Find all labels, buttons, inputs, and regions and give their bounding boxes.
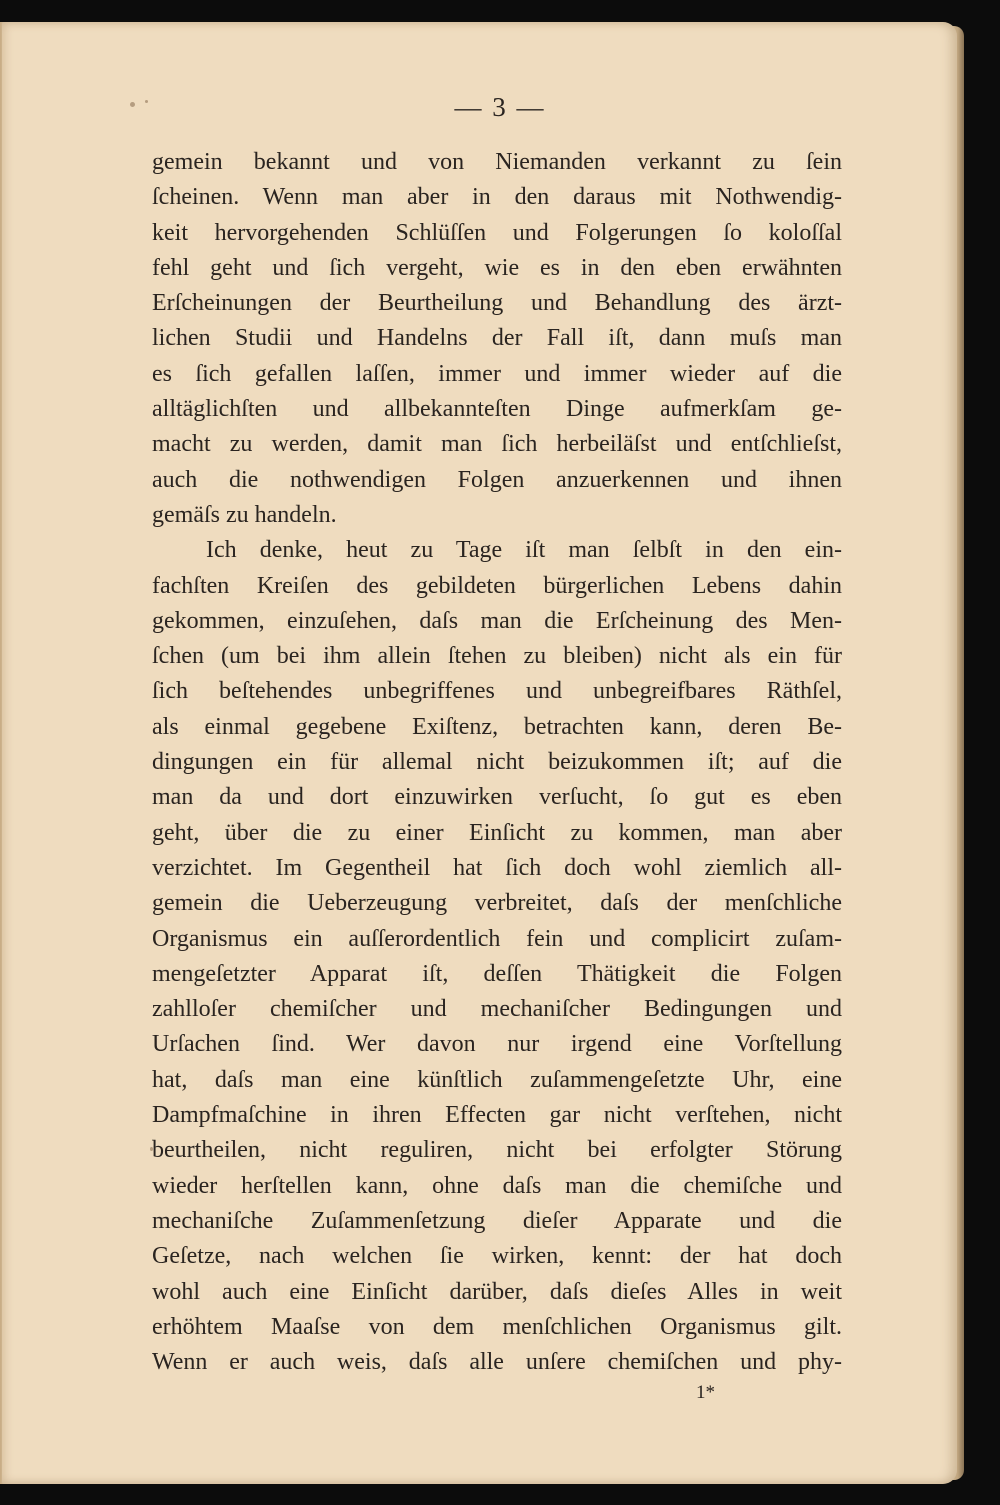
text-line: zahlloſer chemiſcher und mechaniſcher Bedingungen und <box>152 996 842 1023</box>
text-line: Geſetze, nach welchen ſie wirken, kennt: der hat doch <box>152 1243 842 1270</box>
text-line: gemein die Ueberzeugung verbreitet, daſs der menſchliche <box>152 890 842 917</box>
text-line: alltäglichſten und allbekannteſten Dinge aufmerkſam ge- <box>152 396 842 423</box>
text-line: gemäſs zu handeln. <box>152 501 337 528</box>
text-line: fachſten Kreiſen des gebildeten bürgerlichen Lebens dahin <box>152 572 842 599</box>
text-line: mechaniſche Zuſammenſetzung dieſer Apparate und die <box>152 1207 842 1234</box>
text-line: ſich beſtehendes unbegriffenes und unbegreifbares Räthſel, <box>152 678 842 705</box>
text-line: wohl auch eine Einſicht darüber, daſs dieſes Alles in weit <box>152 1278 842 1305</box>
text-line: gemein bekannt und von Niemanden verkannt zu ſein <box>152 149 842 175</box>
text-line: keit hervorgehenden Schlüſſen und Folgerungen ſo koloſſal <box>152 219 842 246</box>
text-line: verzichtet. Im Gegentheil hat ſich doch wohl ziemlich all- <box>152 854 842 881</box>
text-line: macht zu werden, damit man ſich herbeiläſst und entſchlieſst, <box>152 431 842 458</box>
text-line: Wenn er auch weis, daſs alle unſere chemiſchen und phy- <box>152 1349 842 1376</box>
text-line: gekommen, einzuſehen, daſs man die Erſcheinung des Men- <box>152 607 842 634</box>
text-line: hat, daſs man eine künſtlich zuſammengeſetzte Uhr, eine <box>152 1066 842 1093</box>
text-line: lichen Studii und Handelns der Fall iſt, dann muſs man <box>152 325 842 352</box>
text-line: auch die nothwendigen Folgen anzuerkennen und ihnen <box>152 466 842 493</box>
text-line: es ſich gefallen laſſen, immer und immer wieder auf die <box>152 360 842 387</box>
text-line: mengeſetzter Apparat iſt, deſſen Thätigkeit die Folgen <box>152 960 842 987</box>
text-line: geht, über die zu einer Einſicht zu kommen, man aber <box>152 819 842 846</box>
text-line: Urſachen ſind. Wer davon nur irgend eine Vorſtellung <box>152 1031 842 1058</box>
text-line: fehl geht und ſich vergeht, wie es in den eben erwähnten <box>152 254 842 281</box>
text-line: beurtheilen, nicht reguliren, nicht bei erfolgter Störung <box>152 1137 842 1164</box>
paragraph-start-line: Ich denke, heut zu Tage iſt man ſelbſt in den ein- <box>206 537 842 564</box>
text-line: Dampfmaſchine in ihren Effecten gar nicht verſtehen, nicht <box>152 1102 842 1129</box>
text-line: dingungen ein für allemal nicht beizukommen iſt; auf die <box>152 749 842 776</box>
text-line: erhöhtem Maaſse von dem menſchlichen Organismus gilt. <box>152 1313 842 1340</box>
page-body-text <box>152 145 842 1380</box>
text-line: ſchen (um bei ihm allein ſtehen zu bleiben) nicht als ein für <box>152 643 842 670</box>
text-line: Organismus ein auſſerordentlich fein und complicirt zuſam- <box>152 925 842 952</box>
text-line: ſcheinen. Wenn man aber in den daraus mit Nothwendig- <box>152 184 842 211</box>
text-line: man da und dort einzuwirken verſucht, ſo gut es eben <box>152 784 842 811</box>
signature-mark: 1* <box>696 1382 715 1403</box>
text-line: wieder herſtellen kann, ohne daſs man die chemiſche und <box>152 1172 842 1199</box>
text-line: als einmal gegebene Exiſtenz, betrachten kann, deren Be- <box>152 713 842 740</box>
text-line: Erſcheinungen der Beurtheilung und Behandlung des ärzt- <box>152 290 842 317</box>
page-number-header: — 3 — <box>454 92 546 122</box>
